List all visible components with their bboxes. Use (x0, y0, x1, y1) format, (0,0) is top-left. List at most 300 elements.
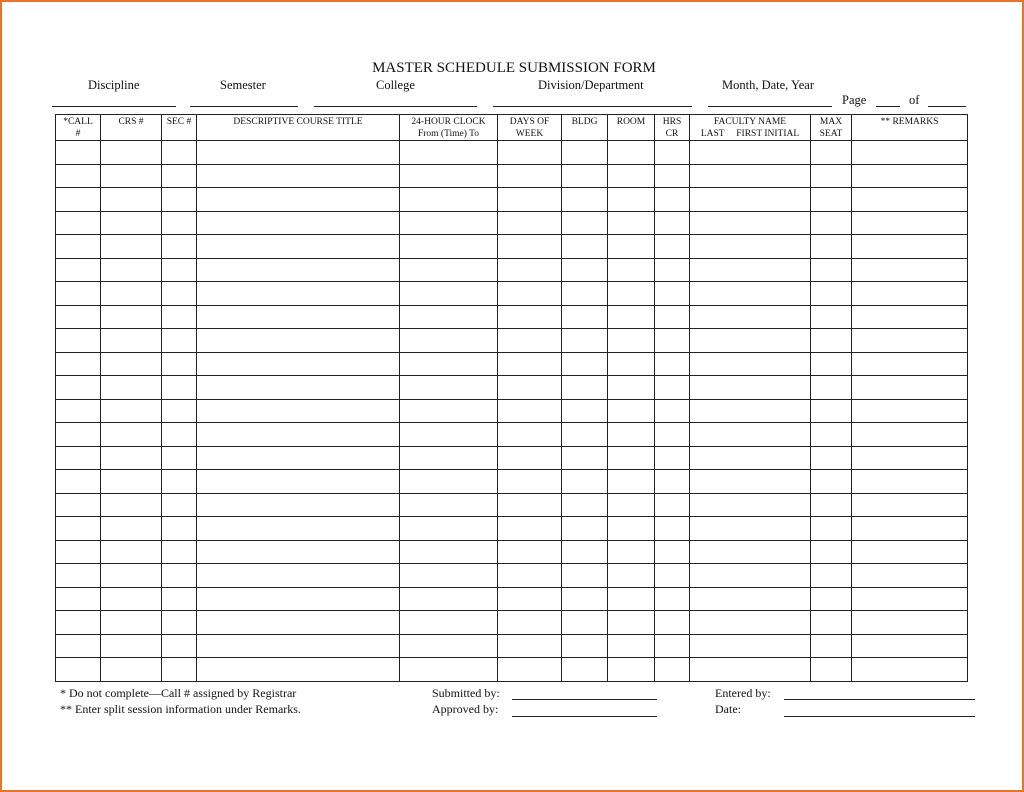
table-cell[interactable] (101, 564, 162, 588)
table-cell[interactable] (498, 305, 562, 329)
table-cell[interactable] (655, 282, 690, 306)
table-cell[interactable] (811, 564, 852, 588)
table-cell[interactable] (811, 540, 852, 564)
table-cell[interactable] (690, 540, 811, 564)
table-cell[interactable] (655, 658, 690, 682)
table-cell[interactable] (811, 188, 852, 212)
table-cell[interactable] (197, 258, 400, 282)
table-cell[interactable] (811, 470, 852, 494)
table-cell[interactable] (197, 399, 400, 423)
table-cell[interactable] (562, 164, 608, 188)
table-cell[interactable] (498, 634, 562, 658)
table-cell[interactable] (608, 235, 655, 259)
table-cell[interactable] (162, 164, 197, 188)
table-cell[interactable] (690, 141, 811, 165)
table-cell[interactable] (162, 399, 197, 423)
table-cell[interactable] (655, 540, 690, 564)
table-cell[interactable] (690, 305, 811, 329)
table-cell[interactable] (498, 564, 562, 588)
table-cell[interactable] (400, 329, 498, 353)
table-cell[interactable] (811, 282, 852, 306)
table-cell[interactable] (498, 540, 562, 564)
table-cell[interactable] (400, 446, 498, 470)
table-cell[interactable] (498, 376, 562, 400)
table-cell[interactable] (101, 446, 162, 470)
table-cell[interactable] (608, 258, 655, 282)
table-cell[interactable] (162, 470, 197, 494)
table-cell[interactable] (852, 564, 968, 588)
table-cell[interactable] (400, 493, 498, 517)
table-cell[interactable] (101, 634, 162, 658)
table-cell[interactable] (56, 164, 101, 188)
table-cell[interactable] (400, 658, 498, 682)
table-cell[interactable] (852, 493, 968, 517)
table-cell[interactable] (811, 423, 852, 447)
table-cell[interactable] (56, 423, 101, 447)
table-cell[interactable] (690, 188, 811, 212)
table-cell[interactable] (101, 188, 162, 212)
table-cell[interactable] (197, 470, 400, 494)
table-cell[interactable] (101, 211, 162, 235)
table-cell[interactable] (56, 305, 101, 329)
table-cell[interactable] (400, 282, 498, 306)
table-cell[interactable] (162, 376, 197, 400)
table-cell[interactable] (197, 211, 400, 235)
table-cell[interactable] (400, 376, 498, 400)
table-cell[interactable] (690, 587, 811, 611)
table-cell[interactable] (562, 352, 608, 376)
table-cell[interactable] (56, 352, 101, 376)
table-cell[interactable] (197, 658, 400, 682)
date-field[interactable] (708, 106, 832, 107)
table-cell[interactable] (498, 164, 562, 188)
table-cell[interactable] (101, 587, 162, 611)
table-cell[interactable] (655, 235, 690, 259)
table-cell[interactable] (562, 235, 608, 259)
table-cell[interactable] (400, 235, 498, 259)
table-cell[interactable] (608, 305, 655, 329)
column-header-line2: LAST FIRST INITIAL (700, 129, 800, 139)
table-cell[interactable] (400, 164, 498, 188)
table-cell[interactable] (101, 399, 162, 423)
table-cell[interactable] (690, 611, 811, 635)
table-cell[interactable] (162, 517, 197, 541)
table-cell[interactable] (655, 423, 690, 447)
table-cell[interactable] (101, 352, 162, 376)
page-label: Page (842, 93, 867, 107)
table-cell[interactable] (562, 305, 608, 329)
table-cell[interactable] (197, 446, 400, 470)
table-cell[interactable] (562, 282, 608, 306)
table-cell[interactable] (852, 329, 968, 353)
table-cell[interactable] (811, 329, 852, 353)
table-cell[interactable] (400, 141, 498, 165)
date-footer-field[interactable] (784, 716, 975, 717)
table-cell[interactable] (101, 493, 162, 517)
table-cell[interactable] (608, 211, 655, 235)
table-cell[interactable] (101, 164, 162, 188)
table-cell[interactable] (162, 188, 197, 212)
table-cell[interactable] (400, 399, 498, 423)
table-cell[interactable] (400, 540, 498, 564)
table-cell[interactable] (608, 634, 655, 658)
column-header-line1: ** REMARKS (880, 117, 939, 127)
table-cell[interactable] (197, 329, 400, 353)
table-cell[interactable] (101, 258, 162, 282)
table-cell[interactable] (197, 376, 400, 400)
division-field[interactable] (493, 106, 692, 107)
table-cell[interactable] (608, 329, 655, 353)
column-header-line2: SEAT (819, 129, 843, 139)
table-cell[interactable] (498, 235, 562, 259)
table-row (56, 329, 968, 353)
table-cell[interactable] (608, 423, 655, 447)
table-cell[interactable] (608, 282, 655, 306)
column-header-line1: DESCRIPTIVE COURSE TITLE (233, 117, 363, 127)
table-cell[interactable] (655, 164, 690, 188)
table-cell[interactable] (655, 470, 690, 494)
table-cell[interactable] (811, 517, 852, 541)
table-cell[interactable] (400, 423, 498, 447)
table-cell[interactable] (498, 188, 562, 212)
table-cell[interactable] (498, 399, 562, 423)
table-cell[interactable] (852, 305, 968, 329)
approved-by-field[interactable] (512, 716, 657, 717)
table-cell[interactable] (562, 258, 608, 282)
table-cell[interactable] (562, 329, 608, 353)
table-cell[interactable] (498, 352, 562, 376)
table-cell[interactable] (690, 399, 811, 423)
table-cell[interactable] (56, 141, 101, 165)
table-cell[interactable] (608, 493, 655, 517)
table-cell[interactable] (608, 564, 655, 588)
page-total-field[interactable] (928, 106, 966, 107)
table-cell[interactable] (197, 493, 400, 517)
submitted-by-field[interactable] (512, 699, 657, 700)
table-cell[interactable] (197, 305, 400, 329)
table-cell[interactable] (498, 211, 562, 235)
table-cell[interactable] (608, 399, 655, 423)
table-cell[interactable] (852, 258, 968, 282)
table-cell[interactable] (852, 634, 968, 658)
table-cell[interactable] (162, 587, 197, 611)
table-cell[interactable] (562, 493, 608, 517)
table-cell[interactable] (690, 164, 811, 188)
table-cell[interactable] (162, 423, 197, 447)
table-cell[interactable] (608, 658, 655, 682)
table-cell[interactable] (655, 446, 690, 470)
table-cell[interactable] (608, 517, 655, 541)
table-cell[interactable] (56, 564, 101, 588)
table-cell[interactable] (498, 517, 562, 541)
table-cell[interactable] (690, 352, 811, 376)
table-cell[interactable] (655, 634, 690, 658)
table-cell[interactable] (56, 540, 101, 564)
table-cell[interactable] (162, 329, 197, 353)
table-cell[interactable] (498, 141, 562, 165)
table-cell[interactable] (56, 470, 101, 494)
table-cell[interactable] (101, 282, 162, 306)
table-cell[interactable] (400, 188, 498, 212)
table-cell[interactable] (690, 211, 811, 235)
table-cell[interactable] (852, 399, 968, 423)
table-cell[interactable] (562, 540, 608, 564)
table-cell[interactable] (400, 611, 498, 635)
table-cell[interactable] (197, 540, 400, 564)
table-cell[interactable] (608, 540, 655, 564)
column-header-line2: WEEK (515, 129, 544, 139)
table-cell[interactable] (197, 164, 400, 188)
table-cell[interactable] (197, 634, 400, 658)
table-cell[interactable] (101, 329, 162, 353)
table-cell[interactable] (852, 423, 968, 447)
table-cell[interactable] (498, 587, 562, 611)
table-cell[interactable] (101, 141, 162, 165)
table-cell[interactable] (852, 446, 968, 470)
table-cell[interactable] (852, 658, 968, 682)
table-cell[interactable] (811, 305, 852, 329)
table-cell[interactable] (56, 611, 101, 635)
table-cell[interactable] (852, 235, 968, 259)
table-cell[interactable] (101, 658, 162, 682)
table-cell[interactable] (655, 141, 690, 165)
table-cell[interactable] (852, 611, 968, 635)
table-cell[interactable] (101, 235, 162, 259)
table-cell[interactable] (562, 376, 608, 400)
table-cell[interactable] (101, 423, 162, 447)
table-cell[interactable] (56, 235, 101, 259)
table-cell[interactable] (811, 446, 852, 470)
table-cell[interactable] (811, 141, 852, 165)
table-cell[interactable] (608, 164, 655, 188)
table-cell[interactable] (608, 587, 655, 611)
table-cell[interactable] (655, 611, 690, 635)
table-cell[interactable] (852, 517, 968, 541)
table-cell[interactable] (690, 282, 811, 306)
table-cell[interactable] (498, 282, 562, 306)
table-cell[interactable] (562, 611, 608, 635)
table-cell[interactable] (162, 540, 197, 564)
table-cell[interactable] (655, 587, 690, 611)
table-cell[interactable] (655, 188, 690, 212)
table-cell[interactable] (655, 305, 690, 329)
table-cell[interactable] (400, 634, 498, 658)
table-cell[interactable] (400, 517, 498, 541)
table-cell[interactable] (655, 376, 690, 400)
table-cell[interactable] (690, 658, 811, 682)
table-cell[interactable] (197, 141, 400, 165)
table-cell[interactable] (690, 517, 811, 541)
table-cell[interactable] (101, 376, 162, 400)
table-cell[interactable] (852, 352, 968, 376)
table-cell[interactable] (562, 141, 608, 165)
table-cell[interactable] (162, 658, 197, 682)
table-cell[interactable] (56, 188, 101, 212)
table-cell[interactable] (608, 470, 655, 494)
table-cell[interactable] (498, 493, 562, 517)
table-cell[interactable] (655, 399, 690, 423)
table-cell[interactable] (562, 446, 608, 470)
table-cell[interactable] (56, 446, 101, 470)
table-cell[interactable] (562, 564, 608, 588)
table-cell[interactable] (690, 258, 811, 282)
table-cell[interactable] (852, 141, 968, 165)
table-cell[interactable] (162, 258, 197, 282)
table-cell[interactable] (101, 517, 162, 541)
table-cell[interactable] (400, 258, 498, 282)
college-field[interactable] (314, 106, 477, 107)
table-cell[interactable] (400, 564, 498, 588)
table-cell[interactable] (690, 470, 811, 494)
table-cell[interactable] (162, 211, 197, 235)
table-cell[interactable] (197, 282, 400, 306)
table-cell[interactable] (162, 446, 197, 470)
table-row (56, 470, 968, 494)
table-cell[interactable] (498, 258, 562, 282)
table-cell[interactable] (56, 493, 101, 517)
table-cell[interactable] (608, 352, 655, 376)
table-cell[interactable] (162, 235, 197, 259)
table-cell[interactable] (56, 329, 101, 353)
table-cell[interactable] (608, 446, 655, 470)
table-cell[interactable] (56, 399, 101, 423)
table-cell[interactable] (852, 282, 968, 306)
table-cell[interactable] (811, 235, 852, 259)
table-cell[interactable] (400, 352, 498, 376)
table-cell[interactable] (690, 446, 811, 470)
table-cell[interactable] (655, 258, 690, 282)
table-cell[interactable] (690, 235, 811, 259)
table-cell[interactable] (562, 517, 608, 541)
table-cell[interactable] (690, 634, 811, 658)
table-cell[interactable] (562, 188, 608, 212)
table-cell[interactable] (197, 517, 400, 541)
table-cell[interactable] (101, 305, 162, 329)
table-cell[interactable] (162, 634, 197, 658)
table-cell[interactable] (56, 258, 101, 282)
table-cell[interactable] (655, 493, 690, 517)
table-cell[interactable] (101, 611, 162, 635)
table-cell[interactable] (562, 470, 608, 494)
table-cell[interactable] (562, 211, 608, 235)
table-cell[interactable] (562, 658, 608, 682)
table-cell[interactable] (608, 611, 655, 635)
table-cell[interactable] (852, 376, 968, 400)
footnote-remarks: ** Enter split session information under Remarks. (60, 702, 301, 716)
table-cell[interactable] (56, 282, 101, 306)
table-cell[interactable] (690, 423, 811, 447)
table-cell[interactable] (56, 517, 101, 541)
table-cell[interactable] (162, 493, 197, 517)
table-cell[interactable] (56, 634, 101, 658)
semester-field[interactable] (190, 106, 298, 107)
table-cell[interactable] (852, 540, 968, 564)
table-cell[interactable] (608, 376, 655, 400)
table-cell[interactable] (162, 282, 197, 306)
table-cell[interactable] (562, 634, 608, 658)
table-cell[interactable] (498, 470, 562, 494)
discipline-field[interactable] (52, 106, 176, 107)
table-cell[interactable] (811, 658, 852, 682)
table-cell[interactable] (655, 564, 690, 588)
table-cell[interactable] (608, 188, 655, 212)
table-cell[interactable] (811, 376, 852, 400)
table-cell[interactable] (562, 399, 608, 423)
table-cell[interactable] (608, 141, 655, 165)
table-cell[interactable] (811, 211, 852, 235)
table-cell[interactable] (690, 329, 811, 353)
table-cell[interactable] (56, 587, 101, 611)
table-cell[interactable] (162, 352, 197, 376)
table-cell[interactable] (811, 587, 852, 611)
table-cell[interactable] (852, 470, 968, 494)
table-row (56, 141, 968, 165)
table-cell[interactable] (498, 611, 562, 635)
table-cell[interactable] (655, 517, 690, 541)
table-cell[interactable] (655, 352, 690, 376)
table-cell[interactable] (811, 164, 852, 188)
table-cell[interactable] (197, 564, 400, 588)
table-cell[interactable] (162, 564, 197, 588)
table-cell[interactable] (690, 564, 811, 588)
table-cell[interactable] (811, 634, 852, 658)
table-cell[interactable] (162, 141, 197, 165)
table-cell[interactable] (400, 470, 498, 494)
table-cell[interactable] (498, 329, 562, 353)
table-cell[interactable] (101, 540, 162, 564)
table-cell[interactable] (852, 211, 968, 235)
table-cell[interactable] (197, 188, 400, 212)
discipline-label: Discipline (88, 78, 140, 92)
table-cell[interactable] (400, 587, 498, 611)
table-cell[interactable] (197, 587, 400, 611)
table-cell[interactable] (852, 587, 968, 611)
table-cell[interactable] (56, 376, 101, 400)
table-cell[interactable] (655, 329, 690, 353)
entered-by-field[interactable] (784, 699, 975, 700)
table-cell[interactable] (690, 493, 811, 517)
table-cell[interactable] (811, 352, 852, 376)
table-cell[interactable] (562, 423, 608, 447)
table-cell[interactable] (197, 352, 400, 376)
table-cell[interactable] (655, 211, 690, 235)
column-header-line2: # (75, 129, 81, 139)
table-cell[interactable] (690, 376, 811, 400)
table-cell[interactable] (498, 658, 562, 682)
table-cell[interactable] (811, 611, 852, 635)
table-cell[interactable] (811, 399, 852, 423)
column-header-line1: ROOM (616, 117, 646, 127)
page-number-field[interactable] (876, 106, 900, 107)
table-cell[interactable] (162, 305, 197, 329)
table-cell[interactable] (852, 188, 968, 212)
table-cell[interactable] (852, 164, 968, 188)
table-cell[interactable] (162, 611, 197, 635)
table-cell[interactable] (811, 493, 852, 517)
table-cell[interactable] (562, 587, 608, 611)
table-cell[interactable] (400, 211, 498, 235)
table-cell[interactable] (498, 423, 562, 447)
table-cell[interactable] (400, 305, 498, 329)
table-cell[interactable] (197, 235, 400, 259)
table-cell[interactable] (101, 470, 162, 494)
table-cell[interactable] (56, 211, 101, 235)
table-cell[interactable] (197, 423, 400, 447)
table-cell[interactable] (197, 611, 400, 635)
table-cell[interactable] (498, 446, 562, 470)
table-cell[interactable] (811, 258, 852, 282)
table-cell[interactable] (56, 658, 101, 682)
